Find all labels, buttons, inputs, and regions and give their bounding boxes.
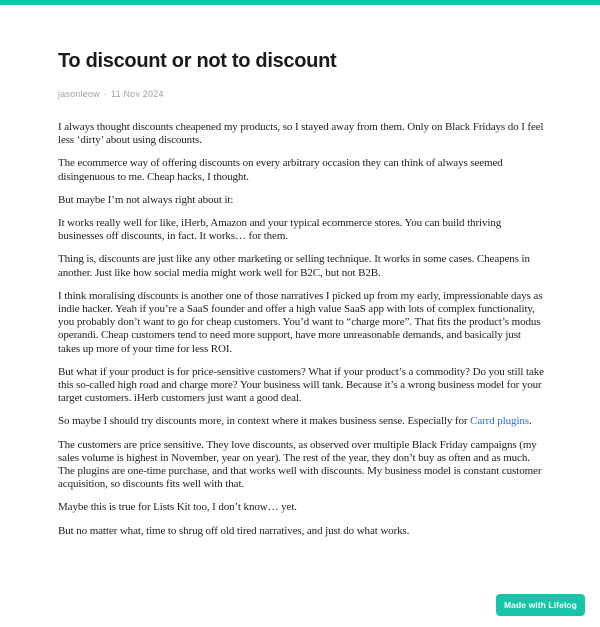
- article-paragraph: But no matter what, time to shrug off old tired narratives, and just do what works.: [58, 524, 410, 537]
- made-with-lifelog-button[interactable]: Made with Lifelog: [496, 594, 585, 616]
- article-paragraph: Maybe this is true for Lists Kit too, I don’t know… yet.: [58, 501, 297, 514]
- article-body: [58, 121, 544, 538]
- carrd-plugins-link[interactable]: Carrd plugins: [470, 415, 529, 428]
- article-paragraph: So maybe I should try discounts more, in context where it makes business sense. Especially for Carrd plugins.: [58, 415, 532, 428]
- article-paragraph: The ecommerce way of offering discounts on every arbitrary occasion they can think of always seemed disingenuous to me. Cheap hacks, I thought.: [58, 157, 503, 183]
- article-paragraph: I always thought discounts cheapened my products, so I stayed away from them. Only on Black Fridays do I feel less ‘dirty’ about using discounts.: [58, 121, 544, 147]
- article-paragraph: It works really well for like, iHerb, Amazon and your typical ecommerce stores. You can build thriving businesses off discounts, in fact. It works… for them.: [58, 217, 502, 243]
- byline: [58, 89, 544, 99]
- article-container: [0, 5, 600, 538]
- article-paragraph: But maybe I’m not always right about it:: [58, 193, 234, 206]
- article-paragraph: Thing is, discounts are just like any other marketing or selling technique. It works in some cases. Cheapens in another. Just like how social media might work well for B2C, but not B2B.: [58, 253, 530, 279]
- author-name[interactable]: jasonleow: [58, 89, 100, 99]
- post-date: 11 Nov 2024: [111, 89, 164, 99]
- page-title: To discount or not to discount: [58, 50, 337, 72]
- article-paragraph: I think moralising discounts is another one of those narratives I picked up from my early, impressionable days as indie hacker. Yeah if you’re a SaaS founder and offer a high value SaaS app with lots of complex functionality, you probably don’t want to go for cheap customers. You’d want to “charge more”. That fits the product’s modus operandi. Cheap customers tend to need more support, have more unreasonable demands, and basically just takes up more of your time for less ROI.: [58, 289, 543, 355]
- byline-separator: ·: [103, 89, 108, 99]
- article-paragraph: The customers are price sensitive. They love discounts, as observed over multiple Black Friday campaigns (my sales volume is highest in November, year on year). The rest of the year, they don’t buy as often and as much. The plugins are one-time purchase, and that works well with discounts. My business model is constant customer acquisition, so discounts fits well with that.: [58, 438, 542, 491]
- article-paragraph: But what if your product is for price-sensitive customers? What if your product’s a commodity? Do you still take this so-called high road and charge more? Your business will tank. Because it’s a wrong business model for your target customers. iHerb customers just want a good deal.: [58, 365, 544, 405]
